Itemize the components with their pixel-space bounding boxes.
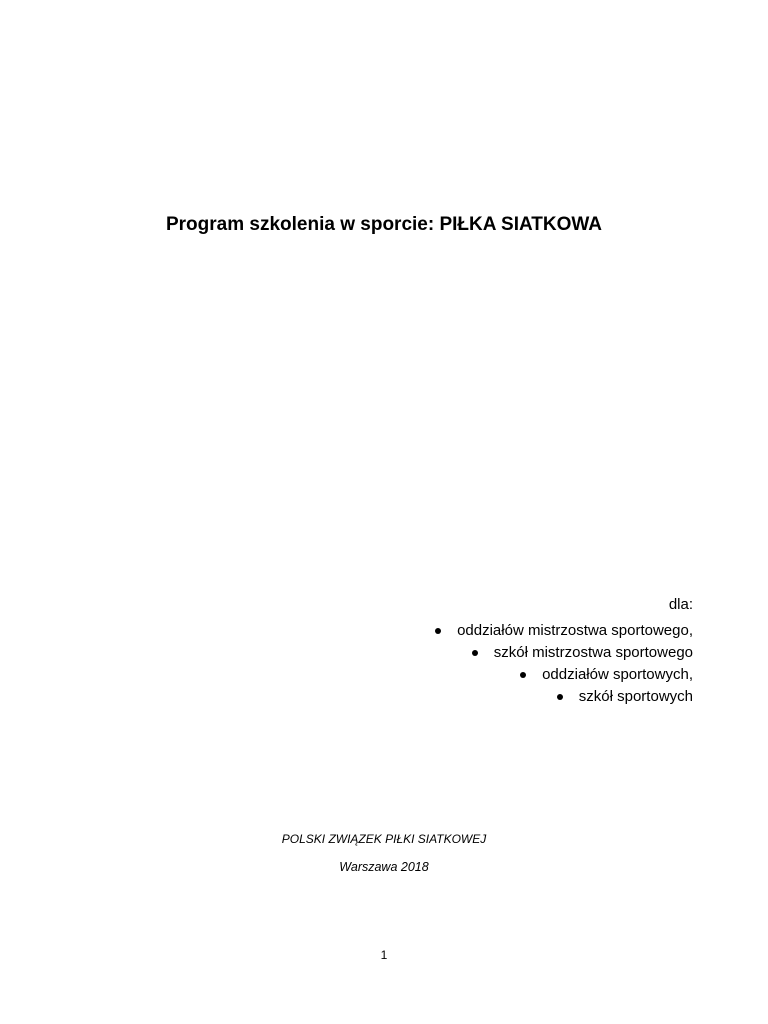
bullet-icon: [557, 694, 563, 700]
audience-block: [435, 594, 693, 708]
bullet-icon: [472, 650, 478, 656]
audience-label: dla:: [668, 596, 693, 613]
page-number: 1: [380, 948, 388, 962]
list-item: [435, 620, 693, 642]
list-item-text: oddziałów sportowych,: [542, 666, 693, 683]
list-item: [435, 642, 693, 664]
document-title: Program szkolenia w sporcie: PIŁKA SIATKOWA: [165, 214, 603, 235]
publisher-name: POLSKI ZWIĄZEK PIŁKI SIATKOWEJ: [281, 832, 487, 846]
bullet-icon: [435, 628, 441, 634]
place-date: Warszawa 2018: [339, 860, 429, 874]
list-item-text: szkół sportowych: [578, 688, 693, 705]
audience-list: [435, 620, 693, 708]
list-item: [435, 686, 693, 708]
list-item-text: oddziałów mistrzostwa sportowego,: [457, 622, 693, 639]
list-item: [435, 664, 693, 686]
bullet-icon: [520, 672, 526, 678]
list-item-text: szkół mistrzostwa sportowego: [493, 644, 693, 661]
